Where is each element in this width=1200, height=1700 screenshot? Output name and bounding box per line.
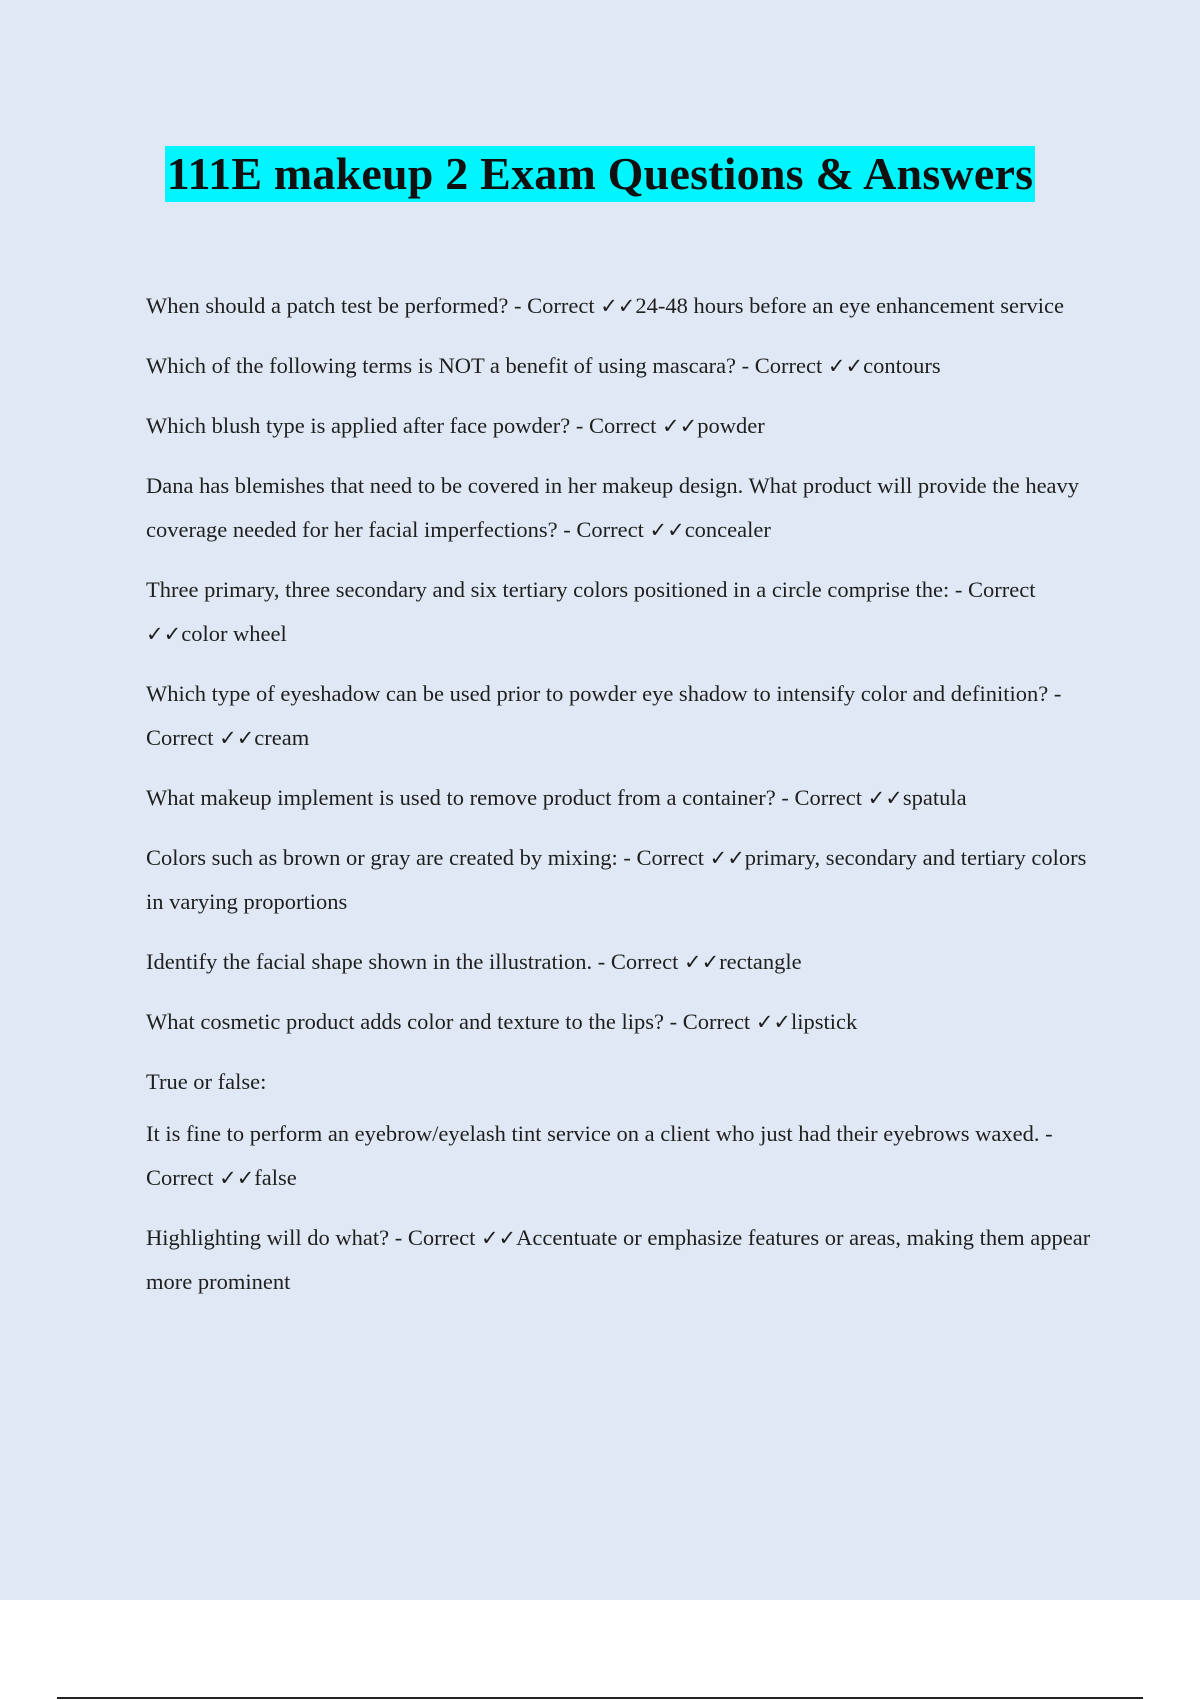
question-text: Dana has blemishes that need to be covered in her makeup design. What product will provide the heavy coverage needed for her facial imperfections? - bbox=[146, 473, 1080, 542]
qa-item bbox=[146, 464, 1096, 552]
check-icon: ✓✓ bbox=[662, 414, 698, 438]
question-text: Which blush type is applied after face powder? - bbox=[146, 413, 589, 438]
qa-item bbox=[146, 940, 1096, 984]
question-text: It is fine to perform an eyebrow/eyelash tint service on a client who just had their eyebrows waxed. - bbox=[146, 1121, 1053, 1146]
footer-divider bbox=[57, 1697, 1143, 1699]
check-icon: ✓✓ bbox=[709, 846, 745, 870]
correct-label: Correct bbox=[636, 845, 704, 870]
correct-label: Correct bbox=[682, 1009, 751, 1034]
qa-item bbox=[146, 284, 1096, 328]
answer-text: Accentuate or emphasize features or areas, making them appear more prominent bbox=[146, 1225, 1091, 1294]
question-text: Colors such as brown or gray are created by mixing: - bbox=[146, 845, 637, 870]
check-icon: ✓✓ bbox=[219, 1166, 255, 1190]
correct-label: Correct bbox=[146, 725, 214, 750]
check-icon: ✓✓ bbox=[600, 294, 636, 318]
qa-list bbox=[146, 284, 1096, 1320]
document-title: 111E makeup 2 Exam Questions & Answers bbox=[165, 146, 1035, 202]
question-text: What makeup implement is used to remove product from a container? - bbox=[146, 785, 795, 810]
answer-text: 24-48 hours before an eye enhancement service bbox=[635, 293, 1064, 318]
check-icon: ✓✓ bbox=[755, 1010, 792, 1034]
answer-text: rectangle bbox=[719, 949, 802, 974]
correct-label: Correct bbox=[527, 293, 595, 318]
qa-item bbox=[146, 1000, 1096, 1044]
correct-label: Correct bbox=[588, 413, 657, 438]
qa-item bbox=[146, 776, 1096, 820]
question-text: Highlighting will do what? - bbox=[146, 1225, 408, 1250]
answer-text: spatula bbox=[902, 785, 967, 810]
qa-item bbox=[146, 568, 1096, 656]
check-icon: ✓✓ bbox=[146, 622, 182, 646]
true-false-heading: True or false: bbox=[146, 1069, 267, 1094]
question-text: Identify the facial shape shown in the illustration. - bbox=[146, 949, 611, 974]
correct-label: Correct bbox=[407, 1225, 476, 1250]
correct-label: Correct bbox=[968, 577, 1036, 602]
question-text: Three primary, three secondary and six tertiary colors positioned in a circle comprise the: - bbox=[146, 577, 968, 602]
qa-item bbox=[146, 344, 1096, 388]
question-text: Which of the following terms is NOT a benefit of using mascara? - bbox=[146, 353, 755, 378]
correct-label: Correct bbox=[754, 353, 823, 378]
correct-label: Correct bbox=[576, 517, 644, 542]
answer-text: concealer bbox=[684, 517, 771, 542]
check-icon: ✓✓ bbox=[867, 786, 903, 810]
question-text: When should a patch test be performed? - bbox=[146, 293, 528, 318]
check-icon: ✓✓ bbox=[683, 950, 720, 974]
answer-text: powder bbox=[697, 413, 765, 438]
check-icon: ✓✓ bbox=[827, 354, 864, 378]
correct-label: Correct bbox=[146, 1165, 214, 1190]
answer-text: contours bbox=[863, 353, 941, 378]
check-icon: ✓✓ bbox=[480, 1226, 517, 1250]
qa-item bbox=[146, 404, 1096, 448]
correct-label: Correct bbox=[794, 785, 863, 810]
qa-item bbox=[146, 1112, 1096, 1200]
check-icon: ✓✓ bbox=[649, 518, 685, 542]
title-container bbox=[0, 146, 1200, 202]
answer-text: lipstick bbox=[791, 1009, 858, 1034]
correct-label: Correct bbox=[610, 949, 679, 974]
qa-item bbox=[146, 672, 1096, 760]
qa-item bbox=[146, 836, 1096, 924]
answer-text: color wheel bbox=[181, 621, 287, 646]
qa-item bbox=[146, 1216, 1096, 1304]
answer-text: cream bbox=[254, 725, 310, 750]
answer-text: primary, secondary and tertiary colors in varying proportions bbox=[146, 845, 1087, 914]
question-text: What cosmetic product adds color and texture to the lips? - bbox=[146, 1009, 683, 1034]
question-text: Which type of eyeshadow can be used prior to powder eye shadow to intensify color and definition? - bbox=[146, 681, 1062, 706]
check-icon: ✓✓ bbox=[219, 726, 255, 750]
answer-text: false bbox=[254, 1165, 297, 1190]
